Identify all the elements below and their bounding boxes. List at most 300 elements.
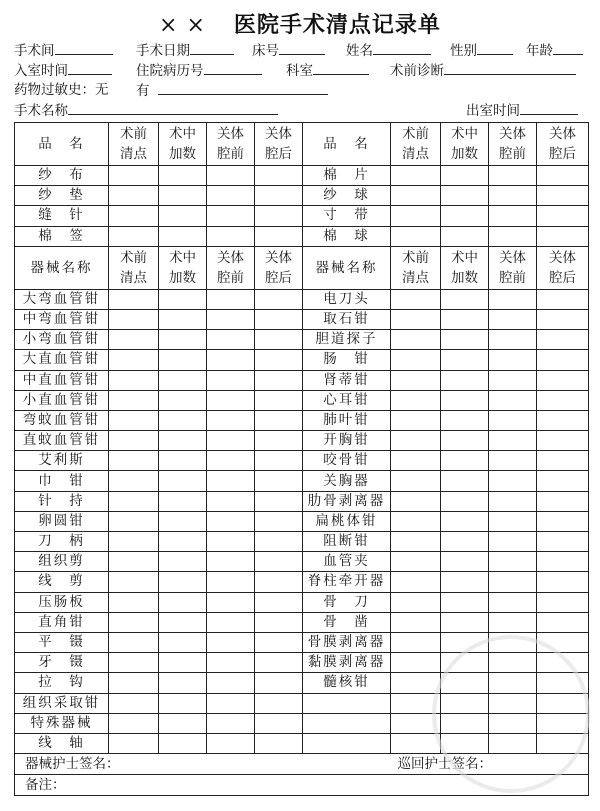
- instrument-row: [15, 309, 589, 329]
- count-cell[interactable]: [255, 410, 303, 430]
- count-cell[interactable]: [391, 491, 441, 511]
- count-cell[interactable]: [255, 612, 303, 632]
- item-name-left: 中直血管钳: [15, 370, 109, 390]
- item-name-left: 棉 签: [15, 226, 109, 246]
- patient-info-row-1: [14, 40, 589, 60]
- count-cell[interactable]: [441, 226, 489, 246]
- bed-no-line[interactable]: [279, 40, 325, 55]
- count-cell[interactable]: [159, 693, 207, 713]
- count-cell[interactable]: [109, 289, 159, 309]
- count-cell[interactable]: [159, 471, 207, 491]
- dressings-header-row: [15, 123, 589, 166]
- count-cell[interactable]: [207, 632, 255, 652]
- remarks-field[interactable]: 备注：: [15, 775, 589, 796]
- item-name-left: 艾利斯: [15, 451, 109, 471]
- count-cell[interactable]: [109, 511, 159, 531]
- count-cell[interactable]: [489, 491, 537, 511]
- count-cell[interactable]: [441, 491, 489, 511]
- count-cell[interactable]: [207, 693, 255, 713]
- count-cell[interactable]: [255, 289, 303, 309]
- age-field[interactable]: [526, 40, 583, 61]
- age-line[interactable]: [553, 40, 583, 55]
- count-cell[interactable]: [537, 471, 589, 491]
- count-cell[interactable]: [489, 226, 537, 246]
- count-cell[interactable]: [159, 592, 207, 612]
- count-cell[interactable]: [207, 350, 255, 370]
- count-cell[interactable]: [159, 451, 207, 471]
- item-name-right: [303, 713, 391, 733]
- count-cell[interactable]: [255, 511, 303, 531]
- count-cell[interactable]: [109, 612, 159, 632]
- count-cell[interactable]: [391, 226, 441, 246]
- count-cell[interactable]: [441, 451, 489, 471]
- count-cell[interactable]: [207, 410, 255, 430]
- gender-label: 性别: [450, 43, 477, 59]
- count-cell[interactable]: [441, 471, 489, 491]
- count-cell[interactable]: [207, 491, 255, 511]
- dressing-row: [15, 186, 589, 206]
- count-cell[interactable]: [159, 713, 207, 733]
- count-cell[interactable]: [109, 733, 159, 753]
- count-cell[interactable]: [255, 330, 303, 350]
- count-cell[interactable]: [441, 166, 489, 186]
- count-cell[interactable]: [255, 390, 303, 410]
- count-cell[interactable]: [391, 289, 441, 309]
- count-cell[interactable]: [537, 370, 589, 390]
- item-name-left: 组织剪: [15, 552, 109, 572]
- count-cell[interactable]: [109, 166, 159, 186]
- count-cell[interactable]: [441, 592, 489, 612]
- count-cell[interactable]: [159, 673, 207, 693]
- count-cell[interactable]: [441, 612, 489, 632]
- count-cell[interactable]: [255, 451, 303, 471]
- item-name-left: 线 剪: [15, 572, 109, 592]
- surgery-name-label: 手术名称: [14, 103, 68, 119]
- count-cell[interactable]: [391, 632, 441, 652]
- count-cell[interactable]: [489, 206, 537, 226]
- form-title-text: 医院手术清点记录单: [233, 12, 441, 38]
- count-cell[interactable]: [441, 431, 489, 451]
- count-cell[interactable]: [159, 370, 207, 390]
- count-cell[interactable]: [391, 592, 441, 612]
- count-cell[interactable]: [159, 612, 207, 632]
- exit-time-label: 出室时间: [466, 103, 520, 119]
- item-name-left: 拉 钩: [15, 673, 109, 693]
- count-cell[interactable]: [391, 309, 441, 329]
- count-cell[interactable]: [537, 226, 589, 246]
- count-cell[interactable]: [109, 693, 159, 713]
- count-cell[interactable]: [391, 612, 441, 632]
- count-cell[interactable]: [537, 309, 589, 329]
- count-cell[interactable]: [391, 431, 441, 451]
- scrub-nurse-signature[interactable]: 器械护士签名：: [15, 754, 303, 775]
- name-field[interactable]: [346, 40, 431, 61]
- count-cell[interactable]: [537, 390, 589, 410]
- count-cell[interactable]: [159, 289, 207, 309]
- count-cell[interactable]: [255, 309, 303, 329]
- circulating-nurse-signature[interactable]: 巡回护士签名：: [303, 754, 589, 775]
- instrument-row: [15, 370, 589, 390]
- count-cell[interactable]: [207, 431, 255, 451]
- count-cell[interactable]: [537, 511, 589, 531]
- count-cell[interactable]: [159, 309, 207, 329]
- count-cell[interactable]: [207, 713, 255, 733]
- count-cell[interactable]: [207, 653, 255, 673]
- inpatient-no-line[interactable]: [204, 60, 262, 75]
- count-cell[interactable]: [207, 309, 255, 329]
- count-cell[interactable]: [255, 532, 303, 552]
- count-cell[interactable]: [159, 206, 207, 226]
- count-cell[interactable]: [255, 491, 303, 511]
- count-cell[interactable]: [207, 206, 255, 226]
- count-cell[interactable]: [489, 572, 537, 592]
- item-name-left: 纱 垫: [15, 186, 109, 206]
- item-name-left: 巾 钳: [15, 471, 109, 491]
- count-cell[interactable]: [489, 612, 537, 632]
- count-cell[interactable]: [159, 532, 207, 552]
- department-line[interactable]: [313, 60, 369, 75]
- count-cell[interactable]: [159, 390, 207, 410]
- admission-time-field[interactable]: [14, 60, 112, 81]
- preop-diagnosis-label: 术前诊断: [390, 63, 444, 79]
- count-cell[interactable]: [109, 350, 159, 370]
- count-cell[interactable]: [489, 186, 537, 206]
- count-cell[interactable]: [159, 166, 207, 186]
- count-cell[interactable]: [255, 673, 303, 693]
- count-cell[interactable]: [391, 186, 441, 206]
- count-cell[interactable]: [441, 410, 489, 430]
- count-cell[interactable]: [255, 186, 303, 206]
- instrument-row: [15, 511, 589, 531]
- count-cell[interactable]: [537, 431, 589, 451]
- count-cell[interactable]: [441, 370, 489, 390]
- count-cell[interactable]: [255, 370, 303, 390]
- count-cell[interactable]: [109, 431, 159, 451]
- count-cell[interactable]: [109, 471, 159, 491]
- count-cell[interactable]: [109, 592, 159, 612]
- count-cell[interactable]: [159, 653, 207, 673]
- count-cell[interactable]: [489, 166, 537, 186]
- count-cell[interactable]: [391, 653, 441, 673]
- count-cell[interactable]: [441, 309, 489, 329]
- count-cell[interactable]: [391, 552, 441, 572]
- column-header: 关体 腔前: [489, 246, 537, 289]
- count-cell[interactable]: [441, 552, 489, 572]
- column-header: 术前 清点: [391, 123, 441, 166]
- item-name-left: 直蚊血管钳: [15, 431, 109, 451]
- count-cell[interactable]: [441, 390, 489, 410]
- instrument-row: [15, 572, 589, 592]
- count-cell[interactable]: [441, 350, 489, 370]
- count-cell[interactable]: [159, 511, 207, 531]
- instrument-row: [15, 612, 589, 632]
- count-cell[interactable]: [207, 673, 255, 693]
- count-cell[interactable]: [537, 186, 589, 206]
- count-cell[interactable]: [537, 612, 589, 632]
- count-cell[interactable]: [537, 289, 589, 309]
- count-cell[interactable]: [109, 330, 159, 350]
- count-cell[interactable]: [207, 451, 255, 471]
- column-header: 关体 腔后: [537, 123, 589, 166]
- operating-room-line[interactable]: [55, 40, 113, 55]
- count-cell[interactable]: [255, 713, 303, 733]
- allergy-yes-line[interactable]: [158, 80, 328, 95]
- name-label: 姓名: [346, 43, 373, 59]
- count-cell[interactable]: [109, 410, 159, 430]
- department-field[interactable]: [286, 60, 369, 81]
- allergy-yes-field[interactable]: [136, 80, 328, 101]
- column-header: 关体 腔后: [537, 246, 589, 289]
- count-cell[interactable]: [109, 552, 159, 572]
- column-header: 关体 腔前: [207, 123, 255, 166]
- item-name-right: 肺叶钳: [303, 410, 391, 430]
- bed-no-label: 床号: [252, 43, 279, 59]
- count-cell[interactable]: [159, 431, 207, 451]
- column-header: 术中 加数: [441, 123, 489, 166]
- item-name-right: 血管夹: [303, 552, 391, 572]
- count-cell[interactable]: [391, 471, 441, 491]
- count-cell[interactable]: [109, 532, 159, 552]
- count-cell[interactable]: [207, 612, 255, 632]
- count-cell[interactable]: [207, 733, 255, 753]
- surgery-name-field[interactable]: [14, 100, 278, 121]
- count-cell[interactable]: [159, 226, 207, 246]
- count-cell[interactable]: [391, 206, 441, 226]
- count-cell[interactable]: [441, 289, 489, 309]
- count-cell[interactable]: [255, 206, 303, 226]
- count-cell[interactable]: [537, 592, 589, 612]
- count-cell[interactable]: [207, 471, 255, 491]
- surgery-name-line[interactable]: [68, 100, 278, 115]
- count-cell[interactable]: [255, 350, 303, 370]
- count-cell[interactable]: [441, 511, 489, 531]
- count-cell[interactable]: [109, 673, 159, 693]
- count-cell[interactable]: [255, 733, 303, 753]
- count-cell[interactable]: [207, 186, 255, 206]
- surgery-date-label: 手术日期: [136, 43, 190, 59]
- count-cell[interactable]: [159, 733, 207, 753]
- count-cell[interactable]: [391, 511, 441, 531]
- count-cell[interactable]: [537, 572, 589, 592]
- bed-no-field[interactable]: [252, 40, 325, 61]
- count-cell[interactable]: [489, 370, 537, 390]
- operating-room-field[interactable]: [14, 40, 113, 61]
- count-cell[interactable]: [489, 410, 537, 430]
- count-cell[interactable]: [391, 451, 441, 471]
- count-cell[interactable]: [489, 532, 537, 552]
- instrument-row: [15, 390, 589, 410]
- count-cell[interactable]: [109, 491, 159, 511]
- column-header: 品 名: [15, 123, 109, 166]
- admission-time-line[interactable]: [68, 60, 112, 75]
- count-cell[interactable]: [109, 309, 159, 329]
- item-name-right: 棉 片: [303, 166, 391, 186]
- item-name-right: 脊柱牵开器: [303, 572, 391, 592]
- item-name-right: 取石钳: [303, 309, 391, 329]
- count-cell[interactable]: [109, 206, 159, 226]
- count-cell[interactable]: [537, 532, 589, 552]
- count-cell[interactable]: [537, 330, 589, 350]
- gender-line[interactable]: [477, 40, 513, 55]
- count-cell[interactable]: [159, 552, 207, 572]
- count-cell[interactable]: [391, 370, 441, 390]
- count-cell[interactable]: [109, 186, 159, 206]
- count-cell[interactable]: [537, 350, 589, 370]
- count-cell[interactable]: [391, 572, 441, 592]
- count-cell[interactable]: [207, 511, 255, 531]
- count-cell[interactable]: [489, 431, 537, 451]
- instrument-row: [15, 289, 589, 309]
- item-name-right: 纱 球: [303, 186, 391, 206]
- count-cell[interactable]: [255, 471, 303, 491]
- exit-time-line[interactable]: [520, 100, 578, 115]
- count-cell[interactable]: [109, 653, 159, 673]
- count-cell[interactable]: [537, 166, 589, 186]
- count-cell[interactable]: [159, 350, 207, 370]
- count-cell[interactable]: [391, 390, 441, 410]
- count-cell[interactable]: [489, 309, 537, 329]
- preop-diagnosis-line[interactable]: [444, 60, 576, 75]
- dressing-row: [15, 206, 589, 226]
- count-cell[interactable]: [255, 592, 303, 612]
- count-cell[interactable]: [489, 552, 537, 572]
- patient-info-row-2: [14, 60, 589, 80]
- item-name-right: 棉 球: [303, 226, 391, 246]
- instrument-row: [15, 330, 589, 350]
- count-cell[interactable]: [109, 370, 159, 390]
- instrument-row: [15, 431, 589, 451]
- count-cell[interactable]: [207, 330, 255, 350]
- gender-field[interactable]: [450, 40, 513, 61]
- count-cell[interactable]: [255, 653, 303, 673]
- count-cell[interactable]: [391, 410, 441, 430]
- item-name-right: 咬骨钳: [303, 451, 391, 471]
- item-name-right: [303, 693, 391, 713]
- column-header: 关体 腔后: [255, 246, 303, 289]
- count-cell[interactable]: [207, 166, 255, 186]
- item-name-left: 纱 布: [15, 166, 109, 186]
- count-cell[interactable]: [441, 532, 489, 552]
- age-label: 年龄: [526, 43, 553, 59]
- count-cell[interactable]: [109, 226, 159, 246]
- item-name-right: 开胸钳: [303, 431, 391, 451]
- item-name-right: 骨 凿: [303, 612, 391, 632]
- count-cell[interactable]: [489, 451, 537, 471]
- count-cell[interactable]: [207, 289, 255, 309]
- column-header: 关体 腔前: [207, 246, 255, 289]
- count-cell[interactable]: [391, 673, 441, 693]
- exit-time-field[interactable]: [466, 100, 578, 121]
- column-header: 术前 清点: [391, 246, 441, 289]
- count-cell[interactable]: [255, 166, 303, 186]
- count-cell[interactable]: [207, 390, 255, 410]
- column-header: 关体 腔前: [489, 123, 537, 166]
- count-cell[interactable]: [489, 592, 537, 612]
- item-name-right: 关胸器: [303, 471, 391, 491]
- surgery-date-line[interactable]: [190, 40, 234, 55]
- count-cell[interactable]: [159, 572, 207, 592]
- count-cell[interactable]: [537, 206, 589, 226]
- count-cell[interactable]: [489, 511, 537, 531]
- count-cell[interactable]: [207, 226, 255, 246]
- count-cell[interactable]: [391, 532, 441, 552]
- item-name-right: 心耳钳: [303, 390, 391, 410]
- count-cell[interactable]: [489, 289, 537, 309]
- count-cell[interactable]: [207, 592, 255, 612]
- count-cell[interactable]: [441, 330, 489, 350]
- allergy-row: [14, 80, 589, 100]
- allergy-field[interactable]: [14, 80, 109, 100]
- instrument-row: [15, 491, 589, 511]
- item-name-left: 缝 针: [15, 206, 109, 226]
- count-cell[interactable]: [537, 451, 589, 471]
- count-cell[interactable]: [159, 330, 207, 350]
- column-header: 术中 加数: [159, 123, 207, 166]
- allergy-yes-label: 有: [136, 83, 150, 99]
- count-cell[interactable]: [537, 491, 589, 511]
- count-cell[interactable]: [489, 471, 537, 491]
- count-cell[interactable]: [391, 733, 441, 753]
- count-cell[interactable]: [255, 226, 303, 246]
- item-name-left: 压肠板: [15, 592, 109, 612]
- count-cell[interactable]: [207, 572, 255, 592]
- count-cell[interactable]: [159, 410, 207, 430]
- item-name-left: 刀 柄: [15, 532, 109, 552]
- preop-diagnosis-field[interactable]: [390, 60, 576, 81]
- count-cell[interactable]: [109, 632, 159, 652]
- count-cell[interactable]: [537, 552, 589, 572]
- count-cell[interactable]: [109, 572, 159, 592]
- count-cell[interactable]: [441, 572, 489, 592]
- count-cell[interactable]: [255, 552, 303, 572]
- count-cell[interactable]: [109, 390, 159, 410]
- count-cell[interactable]: [255, 693, 303, 713]
- item-name-left: 线 轴: [15, 733, 109, 753]
- surgery-name-row: [14, 100, 589, 120]
- count-cell[interactable]: [489, 330, 537, 350]
- dressing-row: [15, 226, 589, 246]
- name-line[interactable]: [373, 40, 431, 55]
- count-cell[interactable]: [391, 166, 441, 186]
- count-cell[interactable]: [391, 330, 441, 350]
- count-cell[interactable]: [441, 206, 489, 226]
- count-cell[interactable]: [255, 431, 303, 451]
- count-cell[interactable]: [207, 532, 255, 552]
- count-cell[interactable]: [207, 552, 255, 572]
- count-cell[interactable]: [441, 186, 489, 206]
- count-cell[interactable]: [489, 390, 537, 410]
- surgery-date-field[interactable]: [136, 40, 234, 61]
- count-cell[interactable]: [159, 632, 207, 652]
- count-cell[interactable]: [159, 186, 207, 206]
- item-name-left: 大直血管钳: [15, 350, 109, 370]
- inpatient-no-field[interactable]: [136, 60, 262, 81]
- count-cell[interactable]: [109, 713, 159, 733]
- admission-time-label: 入室时间: [14, 63, 68, 79]
- column-header: 术中 加数: [159, 246, 207, 289]
- count-cell[interactable]: [537, 410, 589, 430]
- count-cell[interactable]: [489, 350, 537, 370]
- item-name-left: 针 持: [15, 491, 109, 511]
- count-cell[interactable]: [255, 572, 303, 592]
- item-name-right: 肾蒂钳: [303, 370, 391, 390]
- count-cell[interactable]: [255, 632, 303, 652]
- count-cell[interactable]: [207, 370, 255, 390]
- count-cell[interactable]: [109, 451, 159, 471]
- item-name-right: 电刀头: [303, 289, 391, 309]
- count-cell[interactable]: [391, 350, 441, 370]
- count-cell[interactable]: [159, 491, 207, 511]
